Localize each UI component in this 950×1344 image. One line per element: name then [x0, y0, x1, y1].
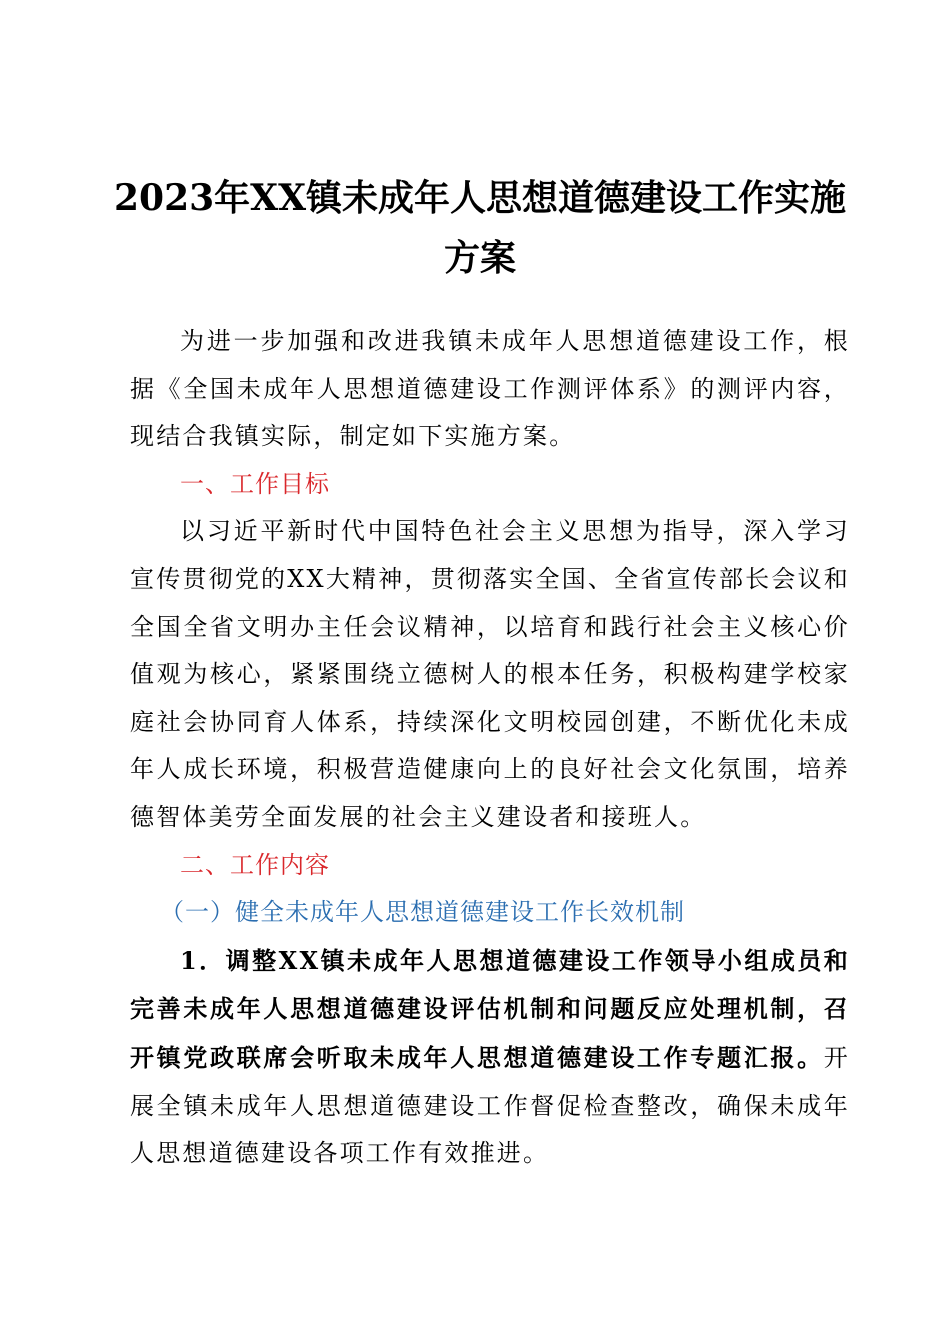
section-heading-content: 二、工作内容 [180, 850, 330, 879]
goals-paragraph: 以习近平新时代中国特色社会主义思想为指导，深入学习宣传贯彻党的XX大精神，贯彻落实全国、全省宣传部长会议和全国全省文明办主任会议精神，以培育和践行社会主义核心价值观为核心，紧紧围绕立德树人的根本任务，积极构建学校家庭社会协同育人体系，持续深化文明校园创建，不断优化未成年人成长环境，积极营造健康向上的良好社会文化氛围，培养德智体美劳全面发展的社会主义建设者和接班人。 [130, 517, 850, 831]
section-heading-goals: 一、工作目标 [180, 469, 330, 498]
subsection-heading-mechanism: （一）健全未成年人思想道德建设工作长效机制 [160, 898, 685, 927]
item-1-bold-text: 1．调整XX镇未成年人思想道德建设工作领导小组成员和完善未成年人思想道德建设评估机制和问题反应处理机制，召开镇党政联席会听取未成年人思想道德建设工作专题汇报。 [130, 945, 850, 1072]
document-title: 2023年XX镇未成年人思想道德建设工作实施方案 [113, 177, 847, 279]
intro-paragraph: 为进一步加强和改进我镇未成年人思想道德建设工作，根据《全国未成年人思想道德建设工作测评体系》的测评内容，现结合我镇实际，制定如下实施方案。 [130, 327, 850, 451]
item-1-paragraph [130, 937, 850, 1178]
document-body [130, 318, 850, 1178]
item-1-normal-text: 开展全镇未成年人思想道德建设工作督促检查整改，确保未成年人思想道德建设各项工作有效推进。 [130, 1043, 850, 1168]
